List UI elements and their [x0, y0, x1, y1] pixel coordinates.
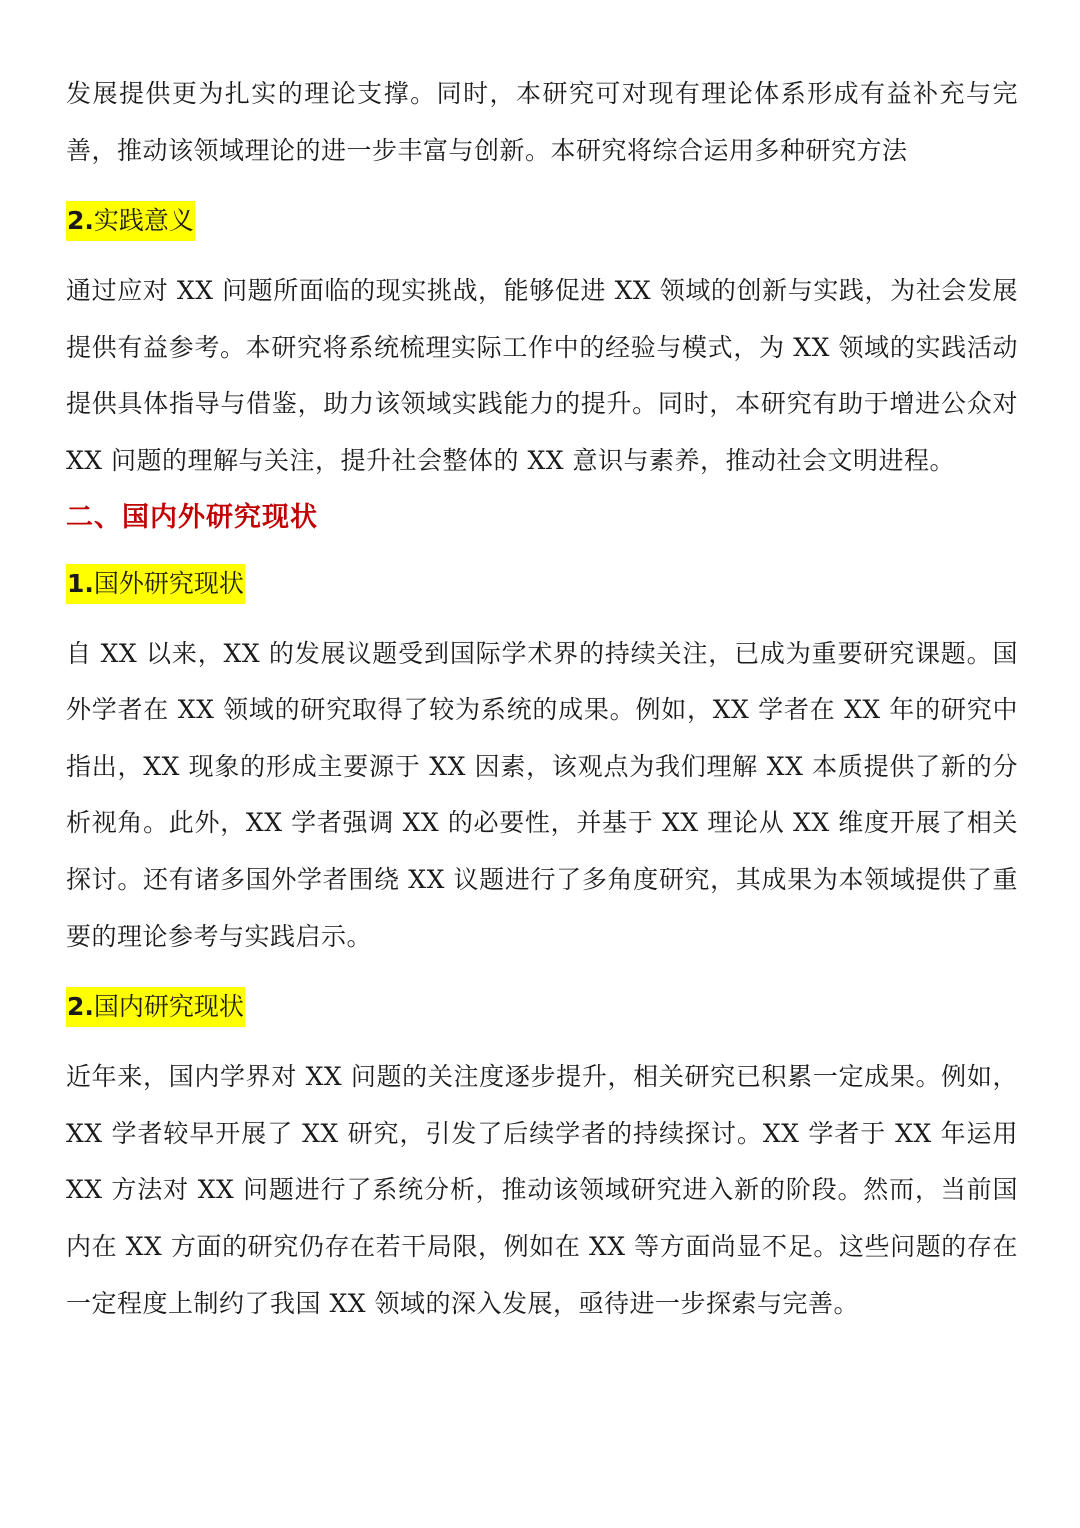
document-page	[66, 66, 1018, 1332]
domestic-research-heading	[66, 987, 1018, 1027]
practical-significance-heading	[66, 201, 1018, 241]
foreign-heading-highlight	[66, 564, 245, 604]
domestic-heading-title: 国内研究现状	[93, 992, 244, 1022]
practical-paragraph: 通过应对 XX 问题所面临的现实挑战，能够促进 XX 领域的创新与实践，为社会发展提供有益参考。本研究将系统梳理实际工作中的经验与模式，为 XX 领域的实践活动提供具体指导与借鉴，助力该领域实践能力的提升。同时，本研究有助于增进公众对 XX 问题的理解与关注，提升社会整体的 XX 意识与素养，推动社会文明进程。	[66, 276, 1018, 475]
domestic-paragraph: 近年来，国内学界对 XX 问题的关注度逐步提升，相关研究已积累一定成果。例如，XX 学者较早开展了 XX 研究，引发了后续学者的持续探讨。XX 学者于 XX 年运用 XX 方法对 XX 问题进行了系统分析，推动该领域研究进入新的阶段。然而，当前国内在 XX 方面的研究仍存在若干局限，例如在 XX 等方面尚显不足。这些问题的存在一定程度上制约了我国 XX 领域的深入发展，亟待进一步探索与完善。	[66, 1062, 1018, 1318]
foreign-paragraph: 自 XX 以来，XX 的发展议题受到国际学术界的持续关注，已成为重要研究课题。国外学者在 XX 领域的研究取得了较为系统的成果。例如，XX 学者在 XX 年的研究中指出，XX 现象的形成主要源于 XX 因素，该观点为我们理解 XX 本质提供了新的分析视角。此外，XX 学者强调 XX 的必要性，并基于 XX 理论从 XX 维度开展了相关探讨。还有诸多国外学者围绕 XX 议题进行了多角度研究，其成果为本领域提供了重要的理论参考与实践启示。	[66, 638, 1018, 951]
foreign-heading-number: 1.	[67, 568, 94, 598]
practical-heading-number: 2.	[67, 206, 94, 236]
section-two-title: 二、国内外研究现状	[66, 501, 318, 533]
practical-heading-title: 实践意义	[93, 206, 194, 236]
foreign-research-heading	[66, 564, 1018, 604]
domestic-heading-number: 2.	[67, 992, 94, 1022]
foreign-heading-title: 国外研究现状	[93, 568, 244, 598]
practical-heading-highlight	[66, 201, 195, 241]
intro-paragraph: 发展提供更为扎实的理论支撑。同时，本研究可对现有理论体系形成有益补充与完善，推动该领域理论的进一步丰富与创新。本研究将综合运用多种研究方法	[66, 79, 1018, 165]
domestic-heading-highlight	[66, 987, 245, 1027]
